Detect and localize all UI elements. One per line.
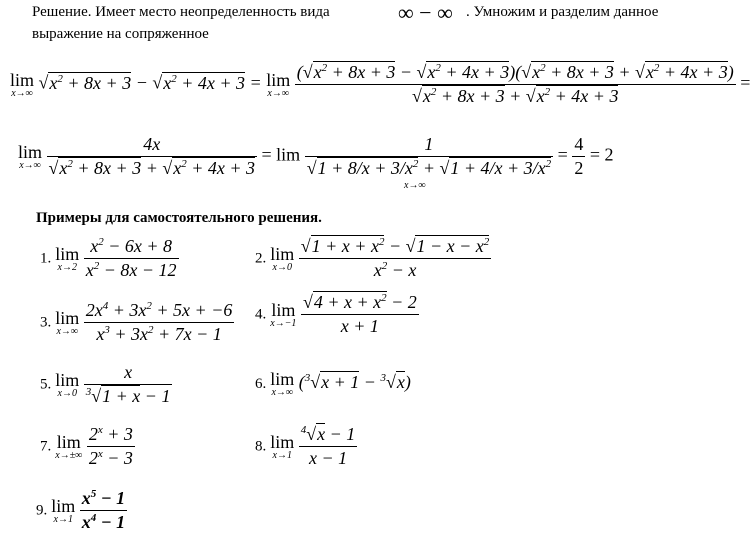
intro-text-b: . Умножим и разделим данное (466, 4, 659, 20)
exercise-number: 2. (255, 250, 267, 267)
solution-row-2: lim x→∞ $\frac{4x}{√x^2 + 8x + 3 + √x^2 + 4x + 3}$ = lim $\frac{1}{√1 + 8/x + 3/x^2 + √1 + 4/x + 3/x^2}$ = $\frac{4}{2}$ = 2 (18, 134, 614, 178)
exercise-8: 8. lim x→1 $\frac{^4√x - 1}{x - 1}$ (255, 424, 356, 468)
limit-operator-3: lim x→∞ (18, 141, 43, 171)
exercise-2: 2. lim x→0 $\frac{√1 + x + x^2 - √1 - x - x^2}{x^2 - x}$ (255, 236, 490, 280)
solution-row-1: lim x→∞ $√x^2 + 8x + 3 - √x^2 + 4x + 3$ = lim x→∞ $\frac{(√x^2 + 8x + 3 - √x^2 + 4x + 3)(√x^2 + 8x + 3 + √x^2 + 4x + 3)}{√x^2 + 8x + 3 + √x^2 + 4x + 3}$ = (10, 62, 750, 106)
exercise-number: 4. (255, 306, 267, 323)
exercise-9: 9. lim x→1 $\frac{x^5 - 1}{x^4 - 1}$ (36, 488, 126, 532)
exercise-1: 1. lim x→2 $\frac{x^2 - 6x + 8}{x^2 - 8x - 12}$ (40, 236, 177, 280)
limit-sub-row2: x→∞ (404, 180, 426, 191)
final-result: = 2 (589, 144, 614, 165)
conjugate-fraction: $\frac{(√x^2 + 8x + 3 - √x^2 + 4x + 3)(√x^2 + 8x + 3 + √x^2 + 4x + 3)}{√x^2 + 8x + 3 + √x^2 + 4x + 3}$ (296, 62, 734, 106)
divided-fraction: $\frac{1}{√1 + 8/x + 3/x^2 + √1 + 4/x + 3/x^2}$ (306, 134, 552, 178)
exercise-4: 4. lim x→−1 $\frac{√4 + x + x^2 - 2}{x + 1}$ (255, 292, 417, 336)
limit-operator: lim x→∞ (10, 69, 35, 99)
exercise-number: 5. (40, 376, 52, 393)
simplified-fraction: $\frac{4x}{√x^2 + 8x + 3 + √x^2 + 4x + 3}$ (48, 134, 256, 178)
exercise-5: 5. lim x→0 $\frac{x}{^3√1 + x - 1}$ (40, 362, 171, 406)
exercise-7: 7. lim x→±∞ $\frac{2^x + 3}{2^x - 3}$ (40, 424, 133, 468)
exercise-number: 6. (255, 376, 267, 393)
exercise-number: 8. (255, 438, 267, 455)
exercises-heading: Примеры для самостоятельного решения. (36, 210, 322, 226)
exercise-number: 9. (36, 502, 48, 519)
intro-line-1 (32, 4, 330, 21)
exercise-6: 6. lim x→∞ ($^3$√x + 1 − $^3$√x) (255, 369, 411, 398)
exercise-3: 3. lim x→∞ $\frac{2x^4 + 3x^2 + 5x + -6}{x^3 + 3x^2 + 7x - 1}$ (40, 300, 233, 344)
limit-operator-2: lim x→∞ (266, 69, 291, 99)
exercise-number: 1. (40, 250, 52, 267)
infinity-form: ∞ − ∞ (398, 0, 453, 25)
exercise-number: 3. (40, 314, 52, 331)
final-fraction: $\frac{4}{2}$ (574, 134, 584, 178)
intro-text-a: Решение. Имеет место неопределенность вида (32, 4, 330, 20)
exercise-number: 7. (40, 438, 52, 455)
intro-line-2: выражение на сопряженное (32, 26, 209, 42)
